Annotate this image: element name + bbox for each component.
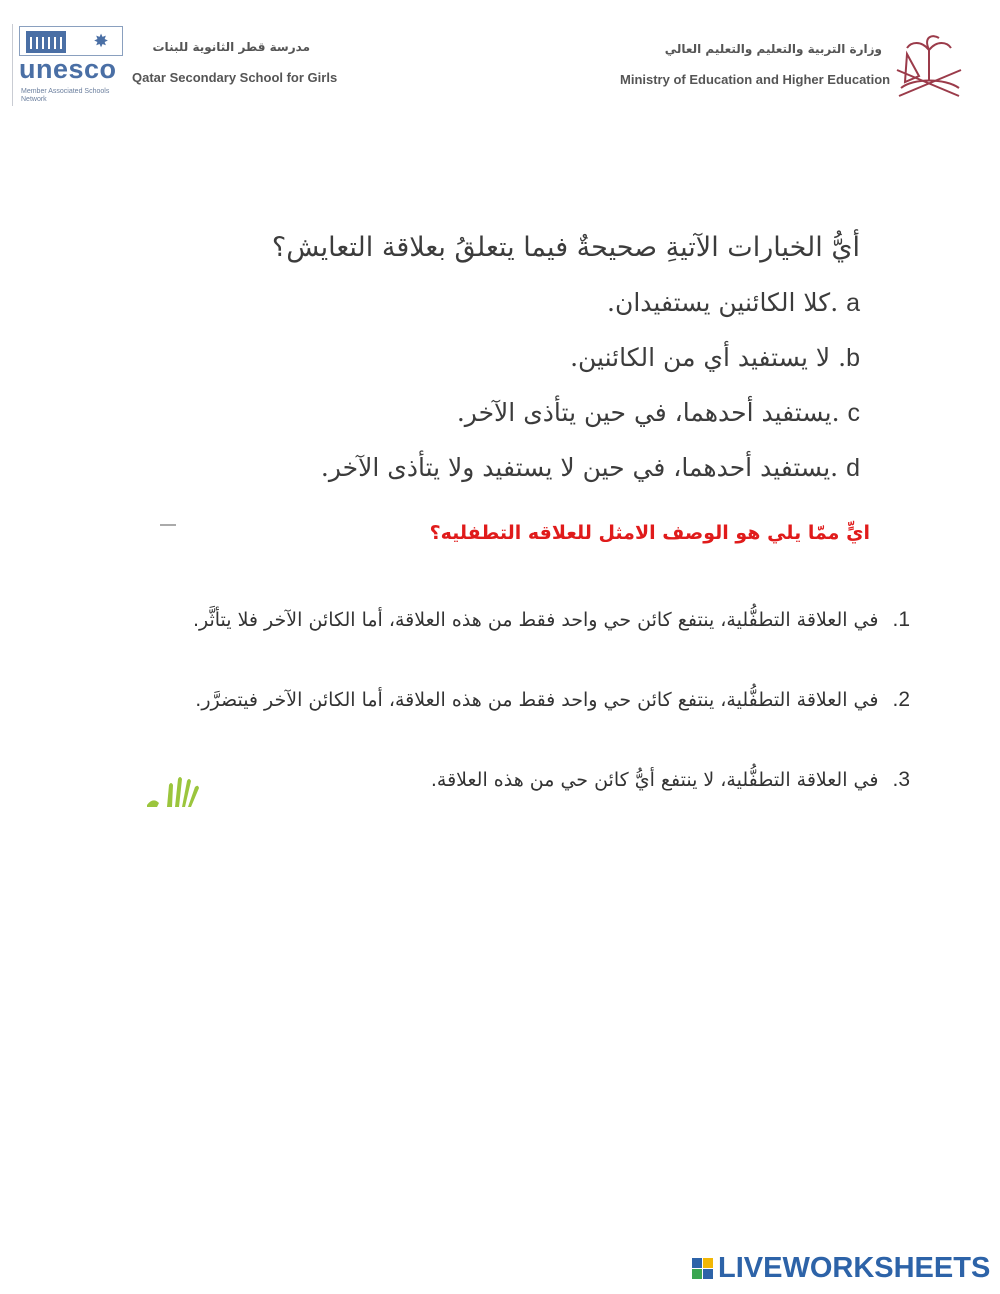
question-2-option-1[interactable]: [140, 608, 910, 632]
liveworksheets-brand: [692, 1252, 992, 1286]
school-name-english: Qatar Secondary School for Girls: [132, 70, 338, 85]
unesco-temple-icon: [26, 31, 66, 53]
option-text: .كلا الكائنين يستفيدان.: [607, 288, 839, 317]
option-text: .يستفيد أحدهما، في حين يتأذى الآخر.: [456, 398, 840, 427]
option-text: في العلاقة التطفُّلية، لا ينتفع أيُّ كائن حي من هذه العلاقة.: [430, 769, 879, 791]
school-name-arabic: مدرسة قطر الثانوية للبنات: [152, 40, 310, 54]
divider-dash: [160, 524, 176, 526]
question-1-option-c[interactable]: [150, 385, 860, 440]
liveworksheets-wordmark: LIVEWORKSHEETS: [718, 1252, 991, 1284]
qatar-emblem-icon: [893, 30, 965, 100]
question-1-title: أيُّ الخيارات الآتيةِ صحيحةٌ فيما يتعلقُ بعلاقة التعايش؟: [271, 232, 860, 263]
question-1-option-d[interactable]: [150, 440, 860, 495]
unesco-logo: [12, 24, 125, 106]
ministry-name-arabic: وزارة التربية والتعليم والتعليم العالي: [664, 42, 882, 56]
unesco-banner: [19, 26, 123, 56]
question-2-title: ايٍّ ممّا يلي هو الوصف الامثل للعلاقه التطفليه؟: [429, 522, 870, 544]
option-number: 1.: [892, 608, 910, 631]
option-letter: a: [846, 289, 860, 317]
option-text: . لا يستفيد أي من الكائنين.: [570, 343, 847, 372]
question-1-option-a[interactable]: [150, 275, 860, 330]
question-1: [150, 220, 860, 495]
unesco-badge-icon: ✸: [93, 31, 109, 52]
hand-icon: [145, 775, 210, 807]
page-header: [0, 0, 1000, 110]
unesco-subtitle: Member Associated Schools Network: [21, 88, 110, 103]
question-2-option-2[interactable]: [140, 688, 910, 712]
ministry-name-english: Ministry of Education and Higher Education: [620, 72, 891, 87]
question-1-option-b[interactable]: [150, 330, 860, 385]
question-2-option-3[interactable]: [140, 768, 910, 792]
option-text: في العلاقة التطفُّلية، ينتفع كائن حي واحد فقط من هذه العلاقة، أما الكائن الآخر فيتضرَّر.: [195, 689, 879, 711]
option-letter: d: [846, 454, 860, 482]
option-number: 3.: [892, 768, 910, 791]
option-letter: c: [847, 399, 860, 427]
option-letter: b: [846, 344, 860, 372]
option-text: .يستفيد أحدهما، في حين لا يستفيد ولا يتأذى الآخر.: [320, 453, 839, 482]
option-number: 2.: [892, 688, 910, 711]
unesco-word: unesco: [19, 54, 117, 84]
liveworksheets-logo-icon: [692, 1258, 714, 1280]
option-text: في العلاقة التطفُّلية، ينتفع كائن حي واحد فقط من هذه العلاقة، أما الكائن الآخر فلا يتأثَّر.: [192, 609, 879, 631]
